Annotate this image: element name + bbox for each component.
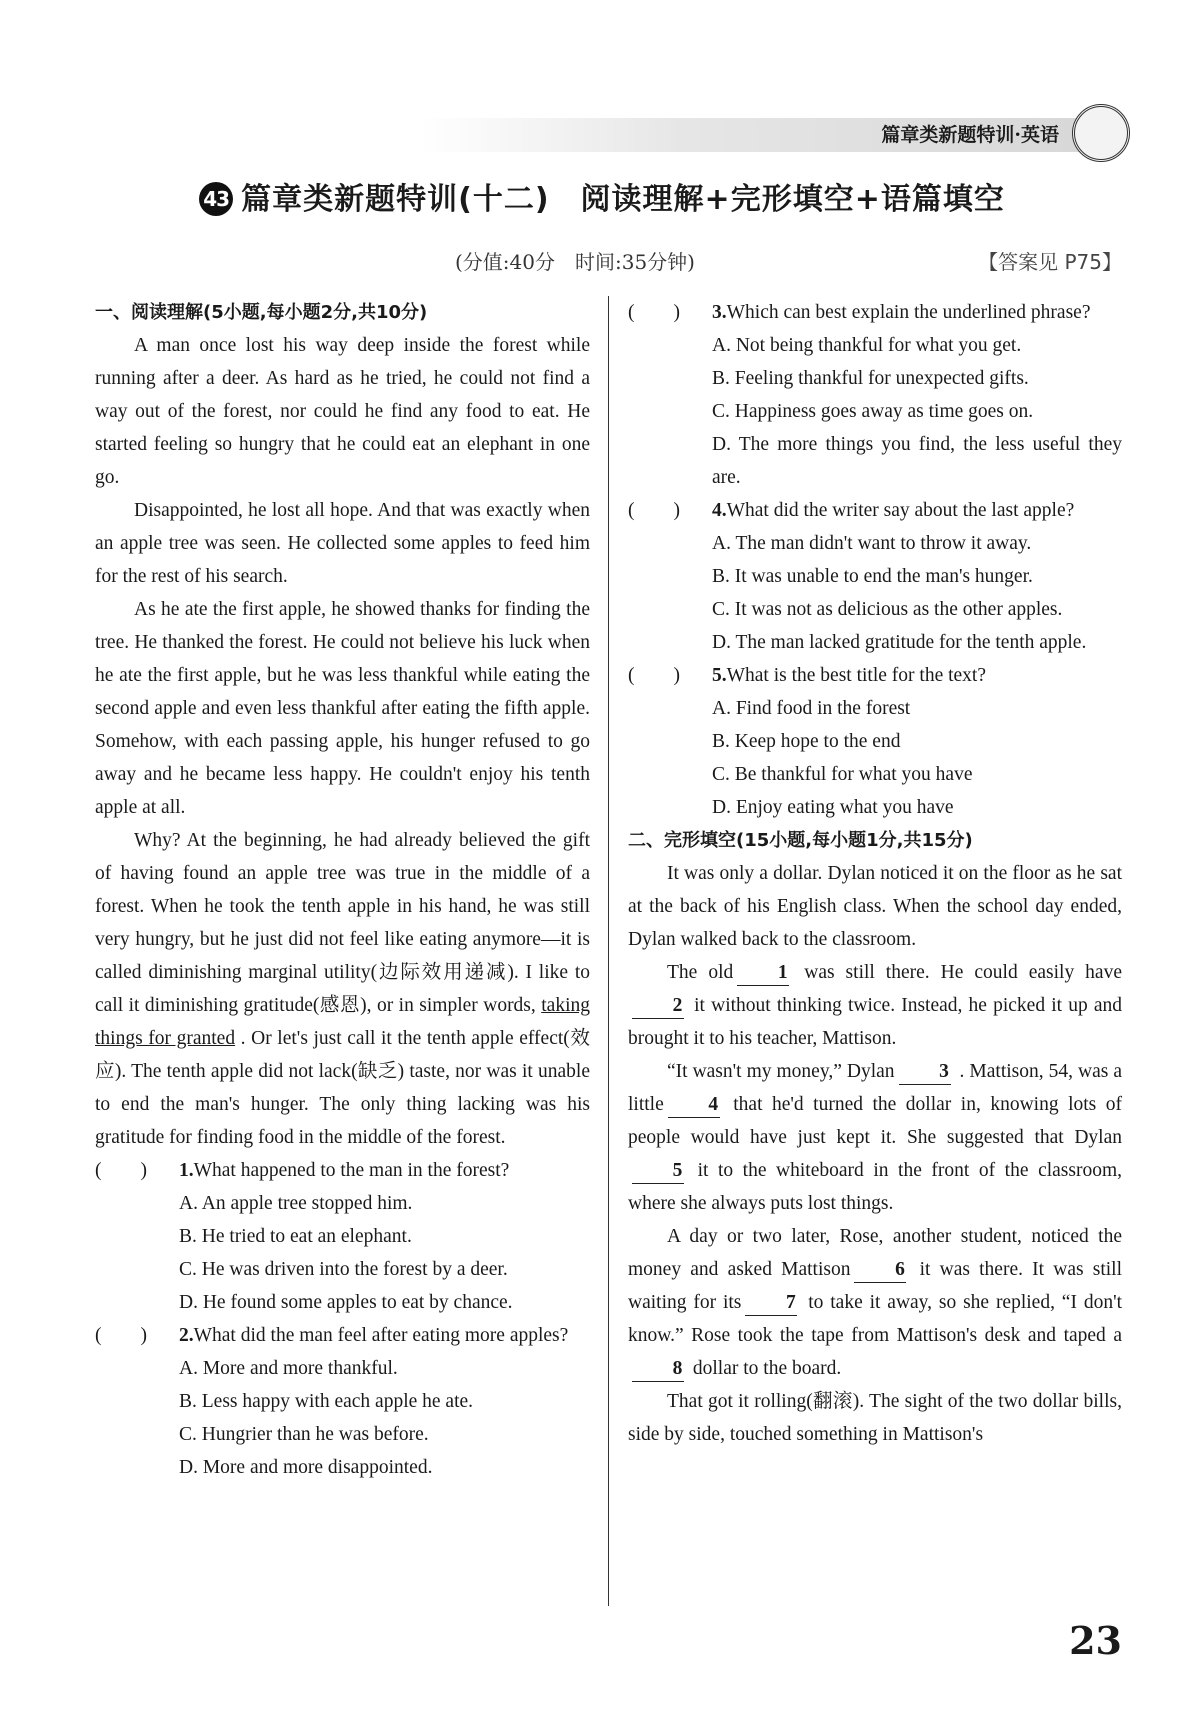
answer-bracket[interactable]: ( ) [95,1325,147,1346]
answer-option[interactable]: B. He tried to eat an elephant. [179,1226,412,1247]
question-number: 3. [712,302,727,323]
answer-option[interactable]: C. He was driven into the forest by a deer. [179,1259,508,1280]
question-text: What did the writer say about the last apple? [726,500,1075,521]
paragraph [95,494,590,593]
text: The old [667,962,734,983]
question-text: What happened to the man in the forest? [193,1160,510,1181]
text: A day or two later, Rose, another student, noticed the money and asked Mattison [628,1226,1122,1280]
answer-option[interactable]: B. Less happy with each apple he ate. [179,1391,474,1412]
column-divider [608,296,609,1606]
question [95,1319,590,1352]
question-stem [179,1160,509,1181]
question-number: 1. [179,1160,194,1181]
answer-option[interactable]: D. He found some apples to eat by chance. [179,1292,513,1313]
answer-option[interactable]: D. Enjoy eating what you have [712,797,954,818]
answer-option[interactable]: C. Happiness goes away as time goes on. [712,401,1034,422]
cloze-blank[interactable]: 6 [854,1258,906,1283]
answer-reference: 【答案见 P75】 [978,250,1122,274]
question-text: Which can best explain the underlined phrase? [726,302,1091,323]
text: to take it away, so she replied, “I don't know.” Rose took the tape from Mattison's desk and taped a [628,1292,1122,1346]
paragraph [628,1055,1122,1220]
answer-option[interactable]: D. More and more disappointed. [179,1457,433,1478]
reading-heading: 一、阅读理解(5小题,每小题2分,共10分) [95,302,428,323]
text: A man once lost his way deep inside the forest while running after a deer. As hard as he tried, he could not find a way out of the forest, nor could he find any food to eat. He started feeling so hungry that he could eat an elephant in one go. [95,335,590,488]
text: Disappointed, he lost all hope. And that was exactly when an apple tree was seen. He collected some apples to feed him for the rest of his search. [95,500,590,587]
paragraph [628,956,1122,1055]
page-title [0,174,1204,218]
questions-1-2 [95,1154,590,1484]
question [628,494,1122,527]
cloze-blank[interactable]: 4 [668,1093,720,1118]
text: it was there. It was still waiting for its [628,1259,1122,1313]
question-text: What is the best title for the text? [726,665,986,686]
cloze-blank[interactable]: 8 [632,1357,684,1382]
text: that he'd turned the dollar in, knowing lots of people would have just kept it. She suggested that Dylan [628,1094,1122,1148]
answer-option[interactable]: A. An apple tree stopped him. [179,1193,413,1214]
answer-option[interactable]: B. Keep hope to the end [712,731,901,752]
unit-number-badge: 43 [199,182,233,216]
paragraph [628,857,1122,956]
question [628,659,1122,692]
publisher-logo [1072,104,1130,162]
answer-option[interactable]: A. More and more thankful. [179,1358,398,1379]
cloze-heading: 二、完形填空(15小题,每小题1分,共15分) [628,830,973,851]
question-text: What did the man feel after eating more apples? [193,1325,569,1346]
text: Why? At the beginning, he had already believed the gift of having found an apple tree was true in the middle of a forest. When he took the tenth apple in his hand, he was still very hungry, but he just did not feel like eating anymore—it is called diminishing marginal utility(边际效用递减). I like to call it diminishing gratitude(感恩), or in simpler words, [95,830,590,1016]
answer-option[interactable]: A. The man didn't want to throw it away. [712,533,1032,554]
answer-option[interactable]: C. Hungrier than he was before. [179,1424,429,1445]
answer-option[interactable]: A. Find food in the forest [712,698,911,719]
answer-option[interactable]: B. It was unable to end the man's hunger. [712,566,1033,587]
cloze-blank[interactable]: 3 [899,1060,951,1085]
text: “It wasn't my money,” Dylan [667,1061,895,1082]
underlined-phrase: taking things for granted [95,995,590,1049]
answer-option[interactable]: C. Be thankful for what you have [712,764,973,785]
answer-bracket[interactable]: ( ) [628,500,680,521]
paragraph [628,1220,1122,1385]
score-time: (分值:40分 时间:35分钟) [455,250,695,274]
text: It was only a dollar. Dylan noticed it on the floor as he sat at the back of his English class. When the school day ended, Dylan walked back to the classroom. [628,863,1122,950]
paragraph [95,593,590,824]
answer-bracket[interactable]: ( ) [628,665,680,686]
answer-option[interactable]: A. Not being thankful for what you get. [712,335,1022,356]
right-column [628,296,1122,1451]
text: it to the whiteboard in the front of the classroom, where she always puts lost things. [628,1160,1123,1214]
question-number: 2. [179,1325,194,1346]
cloze-blank[interactable]: 2 [632,994,684,1019]
paragraph [95,824,590,1154]
question [628,296,1122,329]
running-title: 篇章类新题特训·英语 [881,124,1059,146]
text: As he ate the first apple, he showed thanks for finding the tree. He thanked the forest. He could not believe his luck when he ate the first apple, but he was less thankful while eating the second apple and even less thankful after eating the fifth apple. Somehow, with each passing apple, his hunger refused to go away and he became less happy. He couldn't enjoy his tenth apple at all. [95,599,590,818]
left-column [95,296,590,1484]
question-stem [712,500,1074,521]
answer-bracket[interactable]: ( ) [95,1160,147,1181]
question-stem [712,302,1090,323]
question-number: 5. [712,665,727,686]
title-text: 篇章类新题特训(十二) 阅读理解+完形填空+语篇填空 [241,182,1005,217]
answer-option[interactable]: D. The man lacked gratitude for the tenth apple. [712,632,1087,653]
cloze-blank[interactable]: 7 [745,1291,797,1316]
questions-3-5 [628,296,1122,824]
question [95,1154,590,1187]
cloze-blank[interactable]: 5 [632,1159,684,1184]
answer-option[interactable]: C. It was not as delicious as the other apples. [712,599,1063,620]
cloze-blank[interactable]: 1 [737,961,789,986]
text: was still there. He could easily have [804,962,1122,983]
question-number: 4. [712,500,727,521]
text: That got it rolling(翻滚). The sight of the two dollar bills, side by side, touched something in Mattison's [628,1391,1122,1445]
answer-option[interactable]: B. Feeling thankful for unexpected gifts. [712,368,1029,389]
text: dollar to the board. [692,1358,842,1379]
question-stem [179,1325,568,1346]
question-stem [712,665,986,686]
text: it without thinking twice. Instead, he picked it up and brought it to his teacher, Mattison. [628,995,1122,1049]
paragraph [95,329,590,494]
answer-bracket[interactable]: ( ) [628,302,680,323]
paragraph [628,1385,1122,1451]
answer-option[interactable]: D. The more things you find, the less useful they are. [712,434,1122,488]
cloze-passage [628,857,1122,1451]
text: . Or let's just call it the tenth apple effect(效应). The tenth apple did not lack(缺乏) taste, nor was it unable to end the man's hunger. The only thing lacking was his gratitude for finding food in the middle of the forest. [95,1028,590,1148]
reading-passage [95,329,590,1154]
text: . Mattison, 54, was a little [628,1061,1123,1115]
page-number: 23 [1069,1618,1122,1663]
